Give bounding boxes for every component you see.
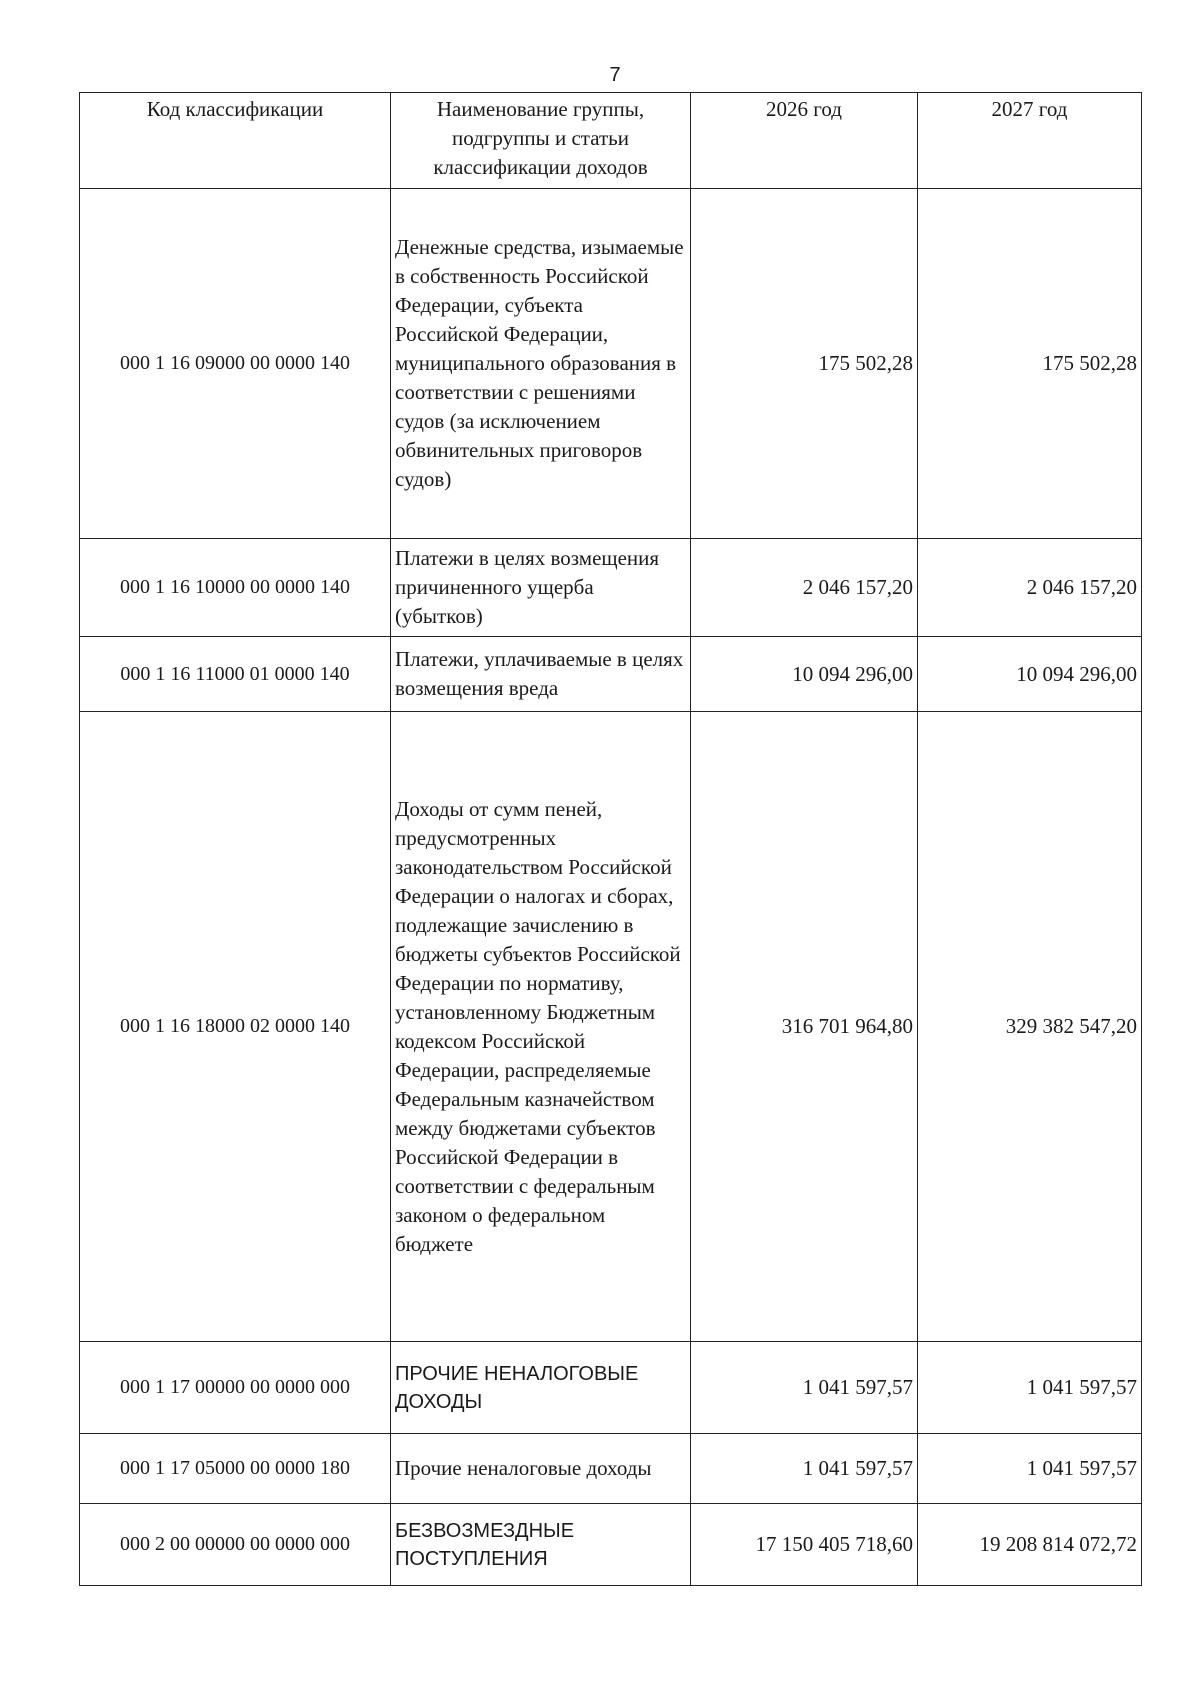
row-amount-2026: 17 150 405 718,60 xyxy=(691,1504,918,1586)
table-row xyxy=(80,1342,1142,1434)
row-amount-2027: 329 382 547,20 xyxy=(918,712,1142,1342)
header-year-2026: 2026 год xyxy=(691,93,918,189)
row-code: 000 1 16 10000 00 0000 140 xyxy=(80,539,391,637)
row-amount-2027: 1 041 597,57 xyxy=(918,1434,1142,1504)
table-row xyxy=(80,712,1142,1342)
row-amount-2026: 10 094 296,00 xyxy=(691,637,918,712)
row-amount-2026: 1 041 597,57 xyxy=(691,1434,918,1504)
row-name: Платежи, уплачиваемые в целях возмещения вреда xyxy=(391,637,691,712)
header-year-2027: 2027 год xyxy=(918,93,1142,189)
row-name: БЕЗВОЗМЕЗДНЫЕ ПОСТУПЛЕНИЯ xyxy=(391,1504,691,1586)
row-code: 000 2 00 00000 00 0000 000 xyxy=(80,1504,391,1586)
row-name: ПРОЧИЕ НЕНАЛОГОВЫЕ ДОХОДЫ xyxy=(391,1342,691,1434)
table-row xyxy=(80,1434,1142,1504)
row-name: Платежи в целях возмещения причиненного ущерба (убытков) xyxy=(391,539,691,637)
row-amount-2027: 2 046 157,20 xyxy=(918,539,1142,637)
row-code: 000 1 17 00000 00 0000 000 xyxy=(80,1342,391,1434)
table-row xyxy=(80,539,1142,637)
page-number: 7 xyxy=(609,64,621,86)
row-amount-2026: 316 701 964,80 xyxy=(691,712,918,1342)
row-amount-2026: 1 041 597,57 xyxy=(691,1342,918,1434)
row-code: 000 1 17 05000 00 0000 180 xyxy=(80,1434,391,1504)
row-name: Прочие неналоговые доходы xyxy=(391,1434,691,1504)
table-header-row xyxy=(80,93,1142,189)
header-name: Наименование группы, подгруппы и статьи классификации доходов xyxy=(391,93,691,189)
table-row xyxy=(80,189,1142,539)
row-name: Доходы от сумм пеней, предусмотренных законодательством Российской Федерации о налогах и сборах, подлежащие зачислению в бюджеты субъектов Российской Федерации по нормативу, установленному Бюджетным кодексом Российской Федерации, распределяемые Федеральным казначейством между бюджетами субъектов Российской Федерации в соответствии с федеральным законом о федеральном бюджете xyxy=(391,712,691,1342)
row-code: 000 1 16 09000 00 0000 140 xyxy=(80,189,391,539)
row-amount-2026: 2 046 157,20 xyxy=(691,539,918,637)
table-row xyxy=(80,637,1142,712)
row-amount-2027: 10 094 296,00 xyxy=(918,637,1142,712)
row-amount-2027: 1 041 597,57 xyxy=(918,1342,1142,1434)
row-amount-2026: 175 502,28 xyxy=(691,189,918,539)
table-row xyxy=(80,1504,1142,1586)
revenue-table xyxy=(79,92,1142,1586)
row-code: 000 1 16 11000 01 0000 140 xyxy=(80,637,391,712)
row-amount-2027: 19 208 814 072,72 xyxy=(918,1504,1142,1586)
row-code: 000 1 16 18000 02 0000 140 xyxy=(80,712,391,1342)
row-amount-2027: 175 502,28 xyxy=(918,189,1142,539)
row-name: Денежные средства, изымаемые в собственность Российской Федерации, субъекта Российской Федерации, муниципального образования в соответствии с решениями судов (за исключением обвинительных приговоров судов) xyxy=(391,189,691,539)
header-code: Код классификации xyxy=(80,93,391,189)
